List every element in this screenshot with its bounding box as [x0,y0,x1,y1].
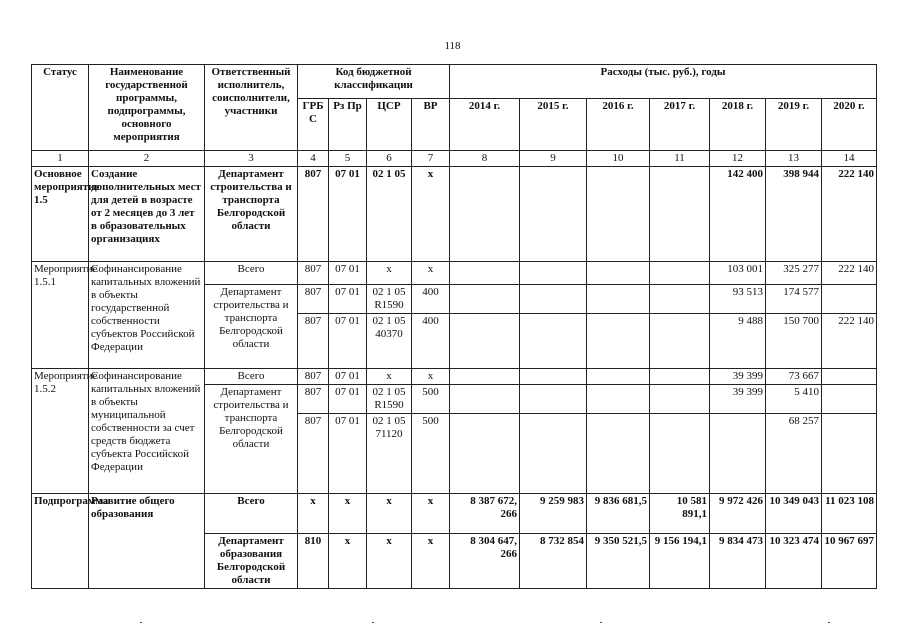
col-number: 10 [587,151,650,167]
cell-2020 [822,369,877,385]
cell-csr: 02 1 05 R1590 [367,385,412,414]
cell-rzpr: 07 01 [329,285,367,314]
cell-rzpr: х [329,494,367,534]
cell-2020: 222 140 [822,262,877,285]
cell-2019: 73 667 [766,369,822,385]
cell-rzpr: 07 01 [329,314,367,369]
cell-vr: 400 [412,314,450,369]
table-row-main-activity-1-5 [32,167,877,262]
cell-2014 [450,285,520,314]
header-year-2019: 2019 г. [766,99,822,151]
cell-rzpr: 07 01 [329,414,367,494]
cell-csr: 02 1 05 71120 [367,414,412,494]
cell-2019: 10 323 474 [766,534,822,589]
col-number: 13 [766,151,822,167]
table-row-activity-1-5-2-total [32,369,877,385]
cell-2014 [450,414,520,494]
cell-2017 [650,314,710,369]
cell-2019: 68 257 [766,414,822,494]
cell-2018: 39 399 [710,369,766,385]
cell-rzpr: 07 01 [329,385,367,414]
cell-vr: х [412,262,450,285]
header-year-2018: 2018 г. [710,99,766,151]
row-name: Софинансирование капитальных вложений в объекты муниципальной собственности за счет средств бюджета субъекта Российской Федерации [89,369,205,494]
header-year-2017: 2017 г. [650,99,710,151]
header-year-2014: 2014 г. [450,99,520,151]
cell-2017 [650,167,710,262]
cell-2014 [450,385,520,414]
header-status: Статус [32,65,89,151]
cell-2017: 10 581 891,1 [650,494,710,534]
cell-rzpr: 07 01 [329,369,367,385]
row-name: Создание дополнительных мест для детей в возрасте от 2 месяцев до 3 лет в образовательных организациях [89,167,205,262]
cell-2016 [587,262,650,285]
cell-2016 [587,369,650,385]
cell-2015 [520,285,587,314]
page-number: 118 [444,40,461,52]
header-year-2016: 2016 г. [587,99,650,151]
cell-2017 [650,385,710,414]
cell-grbs: 810 [298,534,329,589]
col-number: 12 [710,151,766,167]
cell-2019: 150 700 [766,314,822,369]
cell-2015: 9 259 983 [520,494,587,534]
header-responsible: Ответственный исполнитель, соисполнители, участники [205,65,298,151]
cell-vr: х [412,369,450,385]
cell-2017: 9 156 194,1 [650,534,710,589]
cell-2014 [450,262,520,285]
cell-vr: 400 [412,285,450,314]
cell-grbs: х [298,494,329,534]
scan-dot [140,622,142,623]
header-csr: ЦСР [367,99,412,151]
row-responsible: Всего [205,494,298,534]
cell-2017 [650,414,710,494]
cell-2020: 10 967 697 [822,534,877,589]
cell-2016 [587,285,650,314]
cell-2016 [587,414,650,494]
table-row-subprogram-total [32,494,877,534]
cell-rzpr: 07 01 [329,262,367,285]
header-vr: ВР [412,99,450,151]
cell-vr: х [412,534,450,589]
cell-2016: 9 350 521,5 [587,534,650,589]
cell-csr: х [367,369,412,385]
cell-2014 [450,167,520,262]
col-number: 4 [298,151,329,167]
cell-grbs: 807 [298,314,329,369]
cell-2019: 174 577 [766,285,822,314]
cell-csr: х [367,494,412,534]
cell-2018: 142 400 [710,167,766,262]
row-name: Развитие общего образования [89,494,205,589]
row-responsible: Департамент строительства и транспорта Белгородской области [205,285,298,369]
cell-2020: 222 140 [822,314,877,369]
row-responsible: Всего [205,369,298,385]
cell-vr: х [412,494,450,534]
column-number-row [32,151,877,167]
cell-2015 [520,314,587,369]
cell-grbs: 807 [298,369,329,385]
row-status: Мероприятие 1.5.1 [32,262,89,369]
row-status: Основное мероприятие 1.5 [32,167,89,262]
cell-rzpr: х [329,534,367,589]
cell-2019: 10 349 043 [766,494,822,534]
cell-csr: х [367,262,412,285]
cell-grbs: 807 [298,262,329,285]
table-row-activity-1-5-1-total [32,262,877,285]
col-number: 3 [205,151,298,167]
row-name: Софинансирование капитальных вложений в объекты государственной собственности субъектов Российской Федерации [89,262,205,369]
cell-2017 [650,285,710,314]
cell-2018: 39 399 [710,385,766,414]
cell-2020 [822,414,877,494]
row-responsible: Всего [205,262,298,285]
cell-2015 [520,167,587,262]
cell-2019: 5 410 [766,385,822,414]
cell-csr: х [367,534,412,589]
cell-csr: 02 1 05 40370 [367,314,412,369]
cell-grbs: 807 [298,385,329,414]
col-number: 2 [89,151,205,167]
cell-2018 [710,414,766,494]
col-number: 7 [412,151,450,167]
cell-2014: 8 304 647, 266 [450,534,520,589]
cell-2014 [450,314,520,369]
header-rzpr: Рз Пр [329,99,367,151]
cell-grbs: 807 [298,285,329,314]
cell-2020: 11 023 108 [822,494,877,534]
header-expenses-group: Расходы (тыс. руб.), годы [450,65,877,99]
header-year-2015: 2015 г. [520,99,587,151]
cell-csr: 02 1 05 R1590 [367,285,412,314]
cell-2016 [587,167,650,262]
cell-2015 [520,385,587,414]
row-responsible: Департамент строительства и транспорта Белгородской области [205,167,298,262]
cell-2020 [822,385,877,414]
cell-vr: х [412,167,450,262]
cell-grbs: 807 [298,414,329,494]
cell-2019: 325 277 [766,262,822,285]
cell-rzpr: 07 01 [329,167,367,262]
header-row-1 [32,65,877,99]
cell-2014 [450,369,520,385]
cell-2018: 9 834 473 [710,534,766,589]
row-responsible: Департамент образования Белгородской области [205,534,298,589]
header-grbs: ГРБ С [298,99,329,151]
cell-2020 [822,285,877,314]
cell-2016 [587,314,650,369]
col-number: 14 [822,151,877,167]
cell-2018: 9 488 [710,314,766,369]
col-number: 6 [367,151,412,167]
scan-dot [600,622,602,623]
col-number: 5 [329,151,367,167]
row-status: Подпрограмма [32,494,89,589]
cell-2015 [520,414,587,494]
header-year-2020: 2020 г. [822,99,877,151]
scan-dot [828,622,830,623]
cell-2018: 93 513 [710,285,766,314]
row-status: Мероприятие 1.5.2 [32,369,89,494]
scan-dot [372,622,374,623]
cell-2016: 9 836 681,5 [587,494,650,534]
cell-2018: 9 972 426 [710,494,766,534]
cell-2017 [650,262,710,285]
cell-2014: 8 387 672, 266 [450,494,520,534]
header-code-group: Код бюджетной классификации [298,65,450,99]
cell-2015: 8 732 854 [520,534,587,589]
cell-2017 [650,369,710,385]
budget-table [31,64,877,589]
cell-2015 [520,262,587,285]
cell-2020: 222 140 [822,167,877,262]
cell-vr: 500 [412,385,450,414]
col-number: 8 [450,151,520,167]
cell-grbs: 807 [298,167,329,262]
cell-2015 [520,369,587,385]
col-number: 9 [520,151,587,167]
cell-vr: 500 [412,414,450,494]
row-responsible: Департамент строительства и транспорта Белгородской области [205,385,298,494]
cell-2018: 103 001 [710,262,766,285]
cell-csr: 02 1 05 [367,167,412,262]
cell-2016 [587,385,650,414]
col-number: 1 [32,151,89,167]
col-number: 11 [650,151,710,167]
header-name: Наименование государственной программы, подпрограммы, основного мероприятия [89,65,205,151]
scan-marks [0,622,905,632]
cell-2019: 398 944 [766,167,822,262]
